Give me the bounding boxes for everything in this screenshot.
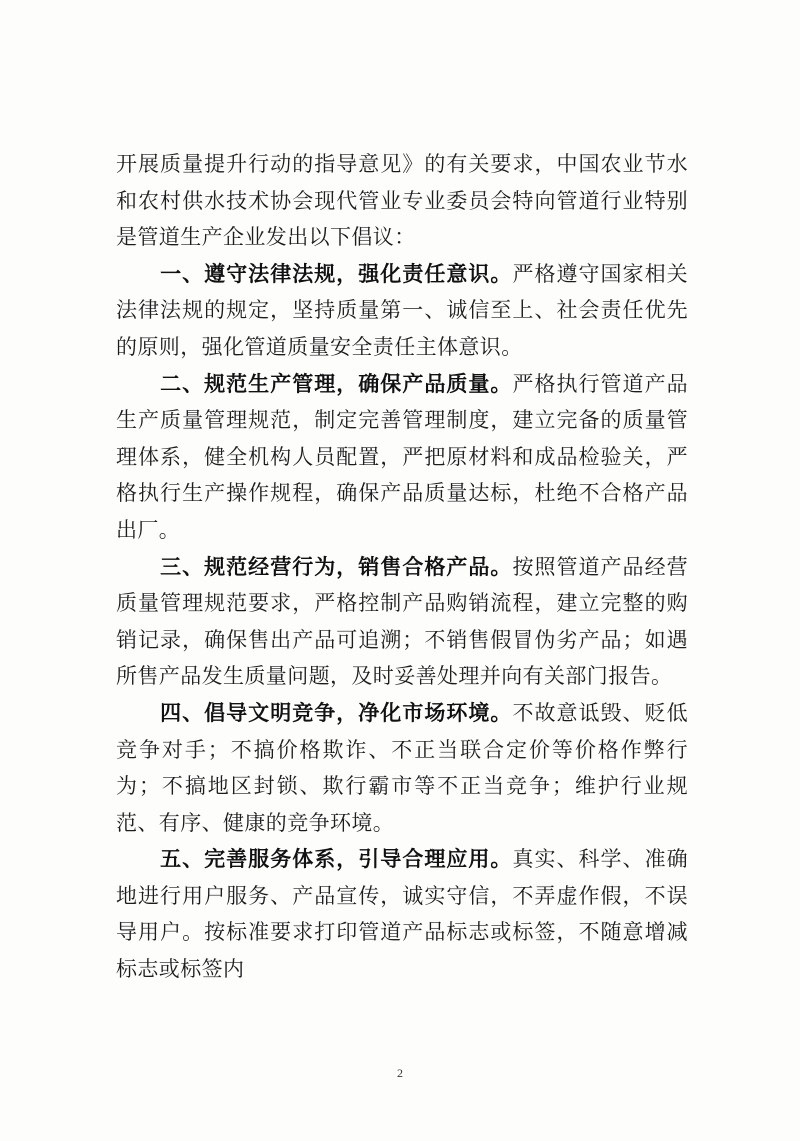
item-paragraph-2	[116, 366, 688, 549]
item-heading-4: 四、倡导文明竞争，净化市场环境。	[160, 699, 513, 725]
intro-paragraph: 开展质量提升行动的指导意见》的有关要求，中国农业节水和农村供水技术协会现代管业专业委员会特向管道行业特别是管道生产企业发出以下倡议：	[116, 152, 688, 250]
item-heading-3: 三、规范经营行为，销售合格产品。	[160, 553, 513, 579]
item-body-5: 真实、科学、准确地进行用户服务、产品宣传，诚实守信，不弄虚作假，不误导用户。按标准要求打印管道产品标志或标签，不随意增减标志或标签内	[116, 847, 689, 982]
item-heading-5: 五、完善服务体系，引导合理应用。	[160, 846, 513, 872]
item-body-2: 严格执行管道产品生产质量管理规范，制定完善管理制度，建立完备的质量管理体系，健全机构人员配置，严把原材料和成品检验关，严格执行生产操作规程，确保产品质量达标，杜绝不合格产品出厂。	[116, 371, 689, 542]
item-paragraph-1	[116, 256, 688, 366]
page-number: 2	[397, 1066, 403, 1080]
item-paragraph-3	[116, 549, 688, 695]
document-body	[116, 146, 688, 988]
item-body-3: 按照管道产品经营质量管理规范要求，严格控制产品购销流程，建立完整的购销记录，确保售出产品可追溯；不销售假冒伪劣产品；如遇所售产品发生质量问题，及时妥善处理并向有关部门报告。	[116, 554, 689, 689]
item-heading-2: 二、规范生产管理，确保产品质量。	[160, 370, 513, 396]
item-paragraph-4	[116, 695, 688, 841]
item-heading-1: 一、遵守法律法规，强化责任意识。	[160, 260, 513, 286]
item-body-1: 严格遵守国家相关法律法规的规定，坚持质量第一、诚信至上、社会责任优先的原则，强化管道质量安全责任主体意识。	[116, 261, 689, 359]
item-body-4: 不故意诋毁、贬低竞争对手；不搞价格欺诈、不正当联合定价等价格作弊行为；不搞地区封锁、欺行霸市等不正当竞争；维护行业规范、有序、健康的竞争环境。	[116, 700, 689, 835]
item-paragraph-5	[116, 841, 688, 987]
